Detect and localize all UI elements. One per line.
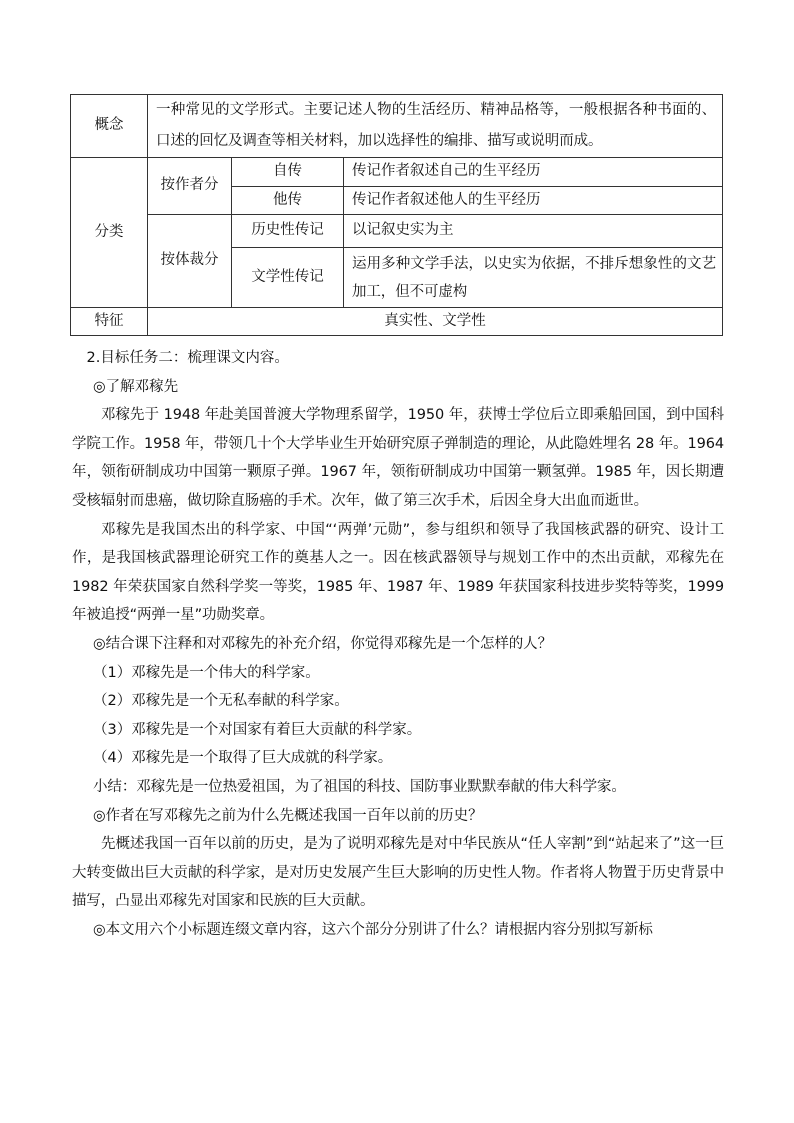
concept-label: 概念 — [71, 95, 148, 158]
summary-text: 小结：邓稼先是一位热爱祖国，为了祖国的科技、国防事业默默奉献的伟大科学家。 — [93, 778, 626, 795]
feature-label: 特征 — [71, 308, 148, 336]
biography-paragraph-1: 邓稼先于 1948 年赴美国普渡大学物理系留学，1950 年，获博士学位后立即乘船回国，到中国科学院工作。1958 年，带领几十个大学毕业生开始研究原子弹制造的理论，从此隐姓埋名 28 年。1964 年，领衔研制成功中国第一颗原子弹。1967 年，领衔研制成功中国第一颗氢弹。1985 年，因长期遭受核辐射而患癌，做切除直肠癌的手术。次年，做了第三次手术，后因全身大出血而逝世。 — [72, 407, 724, 509]
feature-row — [71, 308, 723, 336]
by-style-label: 按体裁分 — [148, 215, 232, 308]
task-heading: 2.目标任务二：梳理课文内容。 — [86, 350, 289, 366]
concept-text: 一种常见的文学形式。主要记述人物的生活经历、精神品格等，一般根据各种书面的、口述的回忆及调查等相关材料，加以选择性的编排、描写或说明而成。 — [148, 95, 723, 158]
lesson-content — [72, 344, 724, 944]
literary-label: 文学性传记 — [232, 248, 344, 308]
by-author-label: 按作者分 — [148, 158, 232, 215]
question-3: ◎本文用六个小标题连缀文章内容，这六个部分分别讲了什么？请根据内容分别拟写新标 — [93, 921, 653, 938]
answer-item: （3）邓稼先是一个对国家有着巨大贡献的科学家。 — [93, 721, 422, 738]
historical-text: 以记叙史实为主 — [344, 215, 723, 248]
biography-paragraph-2: 邓稼先是我国杰出的科学家、中国“‘两弹’元勋”，参与组织和领导了我国核武器的研究、设计工作，是我国核武器理论研究工作的奠基人之一。因在核武器领导与规划工作中的杰出贡献，邓稼先在 1982 年荣获国家自然科学奖一等奖，1985 年、1987 年、1989 年获国家科技进步奖特等奖，1999 年被追授“两弹一星”功勋奖章。 — [72, 521, 724, 624]
answer-item: （4）邓稼先是一个取得了巨大成就的科学家。 — [93, 750, 393, 767]
question-1: ◎结合课下注释和对邓稼先的补充介绍，你觉得邓稼先是一个怎样的人？ — [93, 635, 552, 652]
historical-row — [71, 215, 723, 248]
understand-heading: ◎了解邓稼先 — [93, 378, 179, 395]
autobiography-label: 自传 — [232, 158, 344, 187]
biography-table — [70, 94, 723, 336]
answer-item: （1）邓稼先是一个伟大的科学家。 — [93, 664, 320, 681]
classification-label: 分类 — [71, 158, 148, 308]
historical-label: 历史性传记 — [232, 215, 344, 248]
question-2-answer: 先概述我国一百年以前的历史，是为了说明邓稼先是对中华民族从“任人宰割”到“站起来了”这一巨大转变做出巨大贡献的科学家，是对历史发展产生巨大影响的历史性人物。作者将人物置于历史背景中描写，凸显出邓稼先对国家和民族的巨大贡献。 — [72, 836, 724, 910]
biography-other-label: 他传 — [232, 187, 344, 215]
concept-row — [71, 95, 723, 158]
question-2: ◎作者在写邓稼先之前为什么先概述我国一百年以前的历史？ — [93, 807, 483, 824]
autobiography-row — [71, 158, 723, 187]
literary-text: 运用多种文学手法，以史实为依据，不排斥想象性的文艺加工，但不可虚构 — [344, 248, 723, 308]
feature-text: 真实性、文学性 — [148, 308, 723, 336]
autobiography-text: 传记作者叙述自己的生平经历 — [344, 158, 723, 187]
answer-item: （2）邓稼先是一个无私奉献的科学家。 — [93, 693, 349, 710]
biography-other-text: 传记作者叙述他人的生平经历 — [344, 187, 723, 215]
